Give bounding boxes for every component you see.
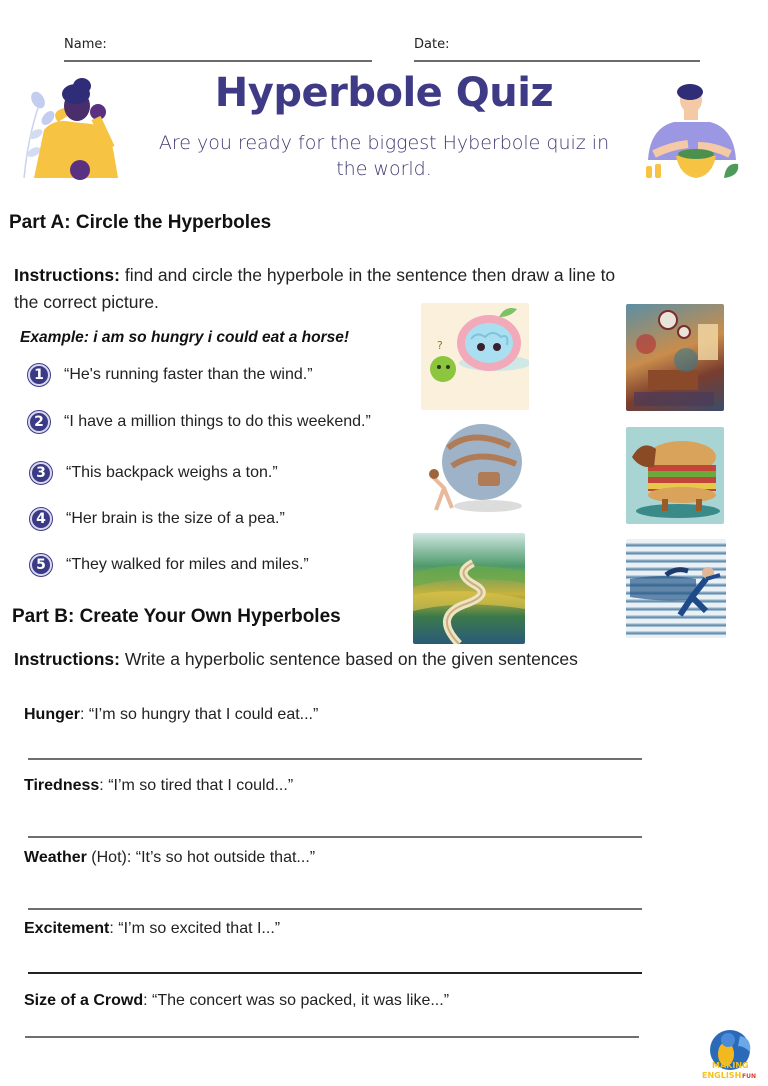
quiz-item-2[interactable] — [28, 411, 371, 433]
quiz-item-text[interactable]: “I have a million things to do this weekend.” — [64, 413, 371, 430]
quiz-item-text[interactable]: “He's running faster than the wind.” — [64, 366, 313, 383]
quiz-item-text[interactable]: “This backpack weighs a ton.” — [66, 464, 278, 481]
instructions-label: Instructions: — [14, 265, 120, 285]
page-subtitle: Are you ready for the biggest Hyberbole quiz in the world. — [158, 132, 610, 180]
number-3-icon: 3 — [30, 462, 52, 484]
answer-line-weather[interactable] — [28, 908, 642, 910]
quiz-item-3[interactable] — [30, 462, 278, 484]
prompt-label: Excitement — [24, 920, 110, 937]
svg-text:?: ? — [437, 339, 443, 352]
quiz-item-text[interactable]: “Her brain is the size of a pea.” — [66, 510, 285, 527]
quiz-item-5[interactable] — [30, 554, 309, 576]
instructions-label: Instructions: — [14, 649, 120, 669]
prompt-label: Tiredness — [24, 777, 100, 794]
svg-text:ENGLISH: ENGLISH — [702, 1071, 742, 1080]
part-b-instructions — [14, 646, 694, 673]
cluttered-room-picture[interactable] — [626, 304, 724, 411]
part-a-title: Part A: Circle the Hyperboles — [9, 212, 272, 233]
prompt-excitement — [24, 920, 280, 938]
answer-line-excitement[interactable] — [28, 972, 642, 974]
answer-line-hunger[interactable] — [28, 758, 642, 760]
svg-text:FUN: FUN — [742, 1073, 756, 1080]
prompt-label: Weather — [24, 849, 87, 866]
horse-sandwich-picture[interactable] — [626, 427, 724, 524]
instructions-text: find and circle the hyperbole in the sentence then draw a line to the correct picture. — [14, 265, 616, 312]
answer-line-tiredness[interactable] — [28, 836, 642, 838]
date-label: Date: — [414, 37, 450, 52]
prompt-hunger — [24, 706, 318, 724]
winding-road-picture[interactable] — [413, 533, 525, 644]
name-label: Name: — [64, 37, 107, 52]
number-4-icon: 4 — [30, 508, 52, 530]
prompt-weather — [24, 849, 315, 867]
quiz-item-1[interactable] — [28, 364, 313, 386]
prompt-tiredness — [24, 777, 293, 795]
part-a-instructions — [14, 262, 644, 316]
giant-backpack-picture[interactable] — [422, 418, 525, 518]
brain-and-pea-picture[interactable] — [421, 303, 529, 410]
number-2-icon: 2 — [28, 411, 50, 433]
part-b-title: Part B: Create Your Own Hyperboles — [12, 606, 341, 627]
prompt-text: : “I’m so hungry that I could eat...” — [80, 706, 319, 723]
prompt-text: : “The concert was so packed, it was like...” — [143, 992, 450, 1009]
quiz-item-text[interactable]: “They walked for miles and miles.” — [66, 556, 309, 573]
quiz-item-4[interactable] — [30, 508, 285, 530]
number-5-icon: 5 — [30, 554, 52, 576]
making-english-fun-logo — [700, 1028, 758, 1080]
answer-line-crowd-size[interactable] — [25, 1036, 639, 1038]
prompt-label: Hunger — [24, 706, 80, 723]
date-field[interactable] — [414, 60, 700, 62]
fast-runner-picture[interactable] — [626, 539, 726, 638]
prompt-text: : “It’s so hot outside that...” — [126, 849, 316, 866]
prompt-label: Size of a Crowd — [24, 992, 144, 1009]
prompt-crowd-size — [24, 992, 449, 1010]
example-sentence: Example: i am so hungry i could eat a horse! — [20, 329, 350, 346]
prompt-extra: (Hot) — [86, 849, 127, 866]
prompt-text: : “I’m so excited that I...” — [109, 920, 281, 937]
prompt-text: : “I’m so tired that I could...” — [99, 777, 294, 794]
page-title: Hyperbole Quiz — [214, 70, 554, 116]
name-field[interactable] — [64, 60, 372, 62]
number-1-icon: 1 — [28, 364, 50, 386]
instructions-text: Write a hyperbolic sentence based on the given sentences — [119, 649, 578, 669]
svg-text:MAKING: MAKING — [712, 1061, 749, 1070]
